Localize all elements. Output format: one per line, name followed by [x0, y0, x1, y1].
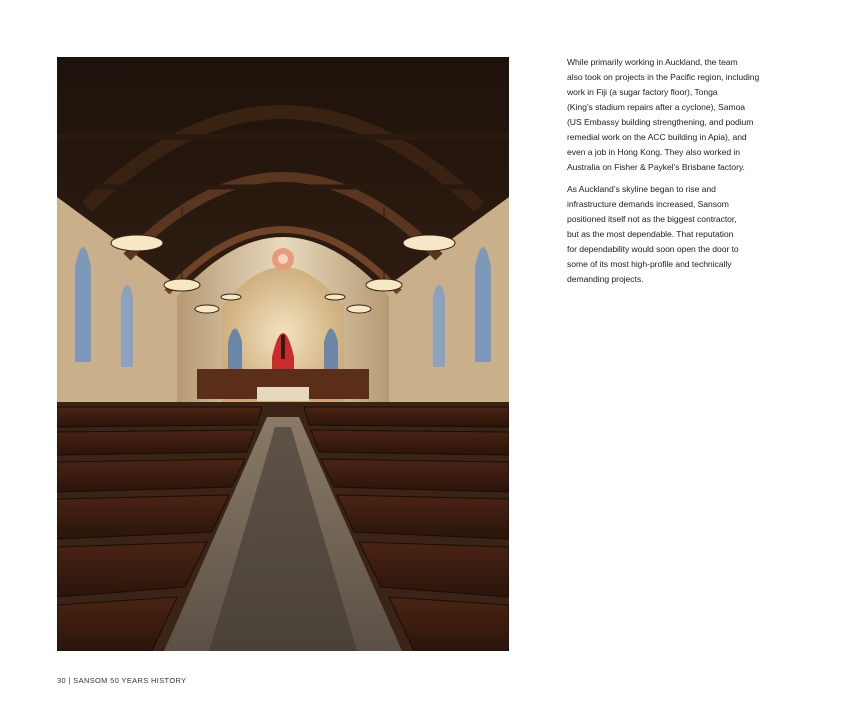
page-footer: [57, 676, 186, 685]
text-line: for dependability would soon open the door to: [567, 244, 739, 254]
page-number: 30: [57, 676, 67, 685]
text-line: even a job in Hong Kong. They also worked in: [567, 147, 740, 157]
text-line: but as the most dependable. That reputation: [567, 229, 734, 239]
body-text-column: [567, 55, 785, 294]
text-line: Australia on Fisher & Paykel’s Brisbane factory.: [567, 162, 745, 172]
text-line: demanding projects.: [567, 274, 644, 284]
text-line: some of its most high-profile and technically: [567, 259, 732, 269]
text-line: (King’s stadium repairs after a cyclone), Samoa: [567, 102, 746, 112]
text-line: work in Fiji (a sugar factory floor), Tonga: [567, 87, 718, 97]
text-line: (US Embassy building strengthening, and podium: [567, 117, 754, 127]
text-line: also took on projects in the Pacific region, including: [567, 72, 760, 82]
paragraph-2: [567, 182, 785, 287]
church-interior-photo: [57, 57, 509, 651]
text-line: remedial work on the ACC building in Apia), and: [567, 132, 747, 142]
text-line: As Auckland’s skyline began to rise and: [567, 184, 716, 194]
publication-title: SANSOM 50 YEARS HISTORY: [73, 676, 187, 685]
text-line: positioned itself not as the biggest contractor,: [567, 214, 737, 224]
text-line: While primarily working in Auckland, the team: [567, 57, 738, 67]
paragraph-1: [567, 55, 785, 175]
footer-separator: |: [68, 676, 71, 685]
text-line: infrastructure demands increased, Sansom: [567, 199, 729, 209]
